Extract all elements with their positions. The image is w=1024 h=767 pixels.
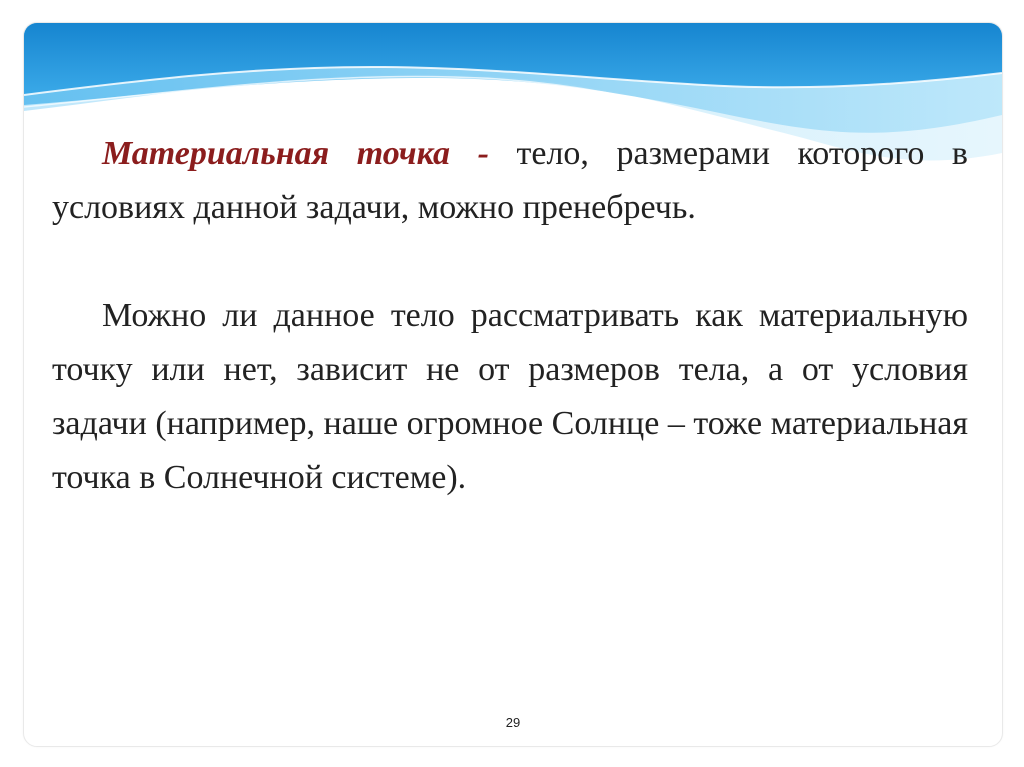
page-number: 29 [505,715,521,730]
explanation-paragraph: Можно ли данное тело рассматривать как материальную точку или нет, зависит не от размеров тела, а от условия задачи (например, наше огромное Солнце – тоже материальная точка в Солнечной системе). [52,297,968,496]
definition-text: тело, размерами которого в условиях данной задачи, можно пренебречь. [52,135,968,226]
definition-paragraph [52,127,968,235]
content-text [52,127,968,505]
definition-term: Материальная точка - [102,135,489,172]
slide [23,22,1003,747]
